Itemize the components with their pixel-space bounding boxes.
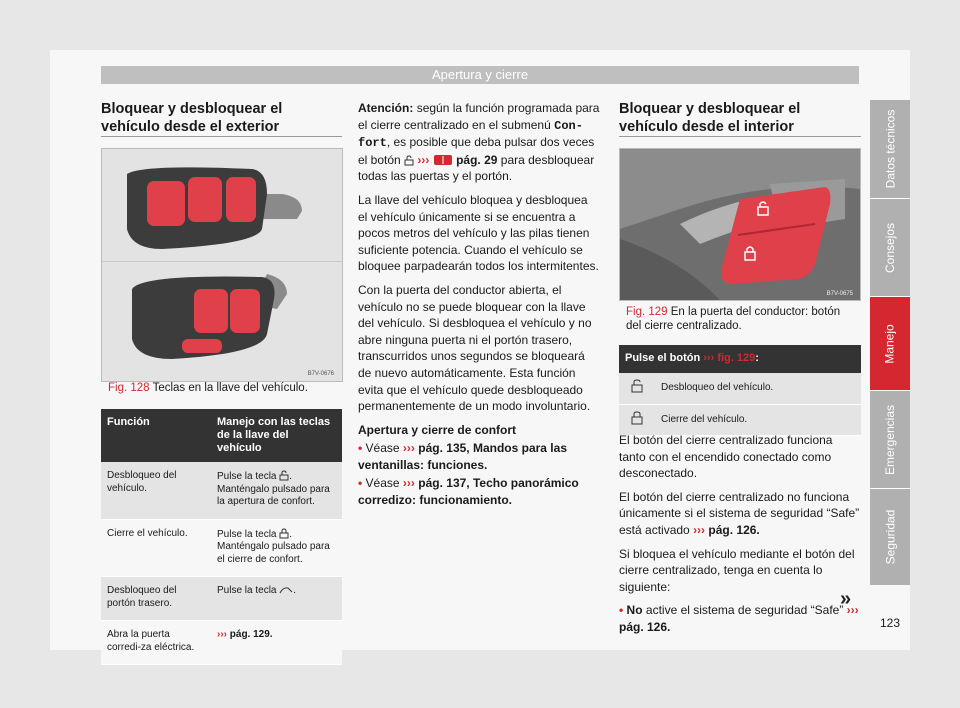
middle-column (358, 100, 600, 516)
table-cell: Abra la puerta corredi-za eléctrica. (101, 621, 211, 665)
bullet-item (619, 602, 861, 635)
page-number: 123 (879, 616, 901, 630)
text-span: , es posible que deba pulsar dos veces el botón (358, 135, 595, 167)
cell-text: . (293, 585, 297, 596)
running-header: Apertura y cierre (101, 66, 859, 84)
text-span: Véase (365, 476, 400, 491)
heading-rule (101, 136, 342, 137)
table-cell (619, 373, 655, 404)
page-ref-link[interactable]: pág. 126. (708, 522, 760, 537)
tab-emergencias[interactable] (870, 390, 910, 489)
text-span: Véase (365, 441, 400, 456)
lock-icon (630, 411, 644, 425)
table-row (101, 462, 342, 519)
trunk-icon (279, 586, 293, 595)
key-figure (101, 148, 343, 382)
bullet-dot: • (358, 441, 363, 456)
text-span: para desbloquear todas las puertas y el portón. (358, 152, 595, 184)
bullet-dot: • (358, 476, 363, 491)
key-illustration (102, 149, 342, 381)
table-header (619, 345, 861, 373)
text-span: según la función programada para el cierre centralizado en el submenú (358, 101, 600, 132)
table-header-function: Función (101, 409, 211, 462)
tab-label: Consejos (883, 222, 897, 274)
paragraph-driver-door: Con la puerta del conductor abierta, el vehículo no se puede bloquear con la llave del vehículo. Si desbloquea el vehículo y no abre ninguna puerta ni el portón trasero, transcurridos unos segundos se bloqueará de nuevo automáticamente. Esta función evita que el vehículo quede desbloqueado permanentemente de un modo involuntario. (358, 282, 592, 414)
left-column (101, 100, 342, 136)
table-row (101, 577, 342, 621)
figure-code: B7V-0675 (826, 291, 853, 297)
attention-label: Atención: (358, 101, 414, 115)
table-row (101, 519, 342, 577)
cell-text: . Manténgalo pulsado para la apertura de confort. (217, 471, 330, 507)
table-row (619, 404, 861, 436)
page-ref-arrows: ››› (703, 352, 715, 364)
table-cell (211, 577, 342, 621)
cell-text: . Manténgalo pulsado para el cierre de confort. (217, 528, 330, 565)
unlock-icon (279, 470, 289, 481)
figure-number: Fig. 129 (626, 306, 668, 318)
figure-caption-128 (108, 381, 340, 395)
page-ref-arrows: ››› (693, 522, 706, 537)
page-ref-link[interactable]: pág. 129. (229, 629, 273, 640)
figure-caption-text: En la puerta del conductor: botón del cierre centralizado. (626, 306, 841, 332)
lock-button-table (619, 345, 861, 436)
page-ref-link[interactable]: pág. 137, Techo panorámico corredizo: funcionamiento. (358, 476, 579, 508)
header-text: : (755, 352, 759, 364)
tab-datos-tecnicos[interactable] (870, 100, 910, 198)
paragraph-attention (358, 100, 600, 185)
page-ref-arrows: ››› (217, 629, 227, 640)
table-row (619, 373, 861, 404)
cell-text: Pulse la tecla (217, 528, 277, 540)
table-cell (211, 621, 342, 665)
unlock-icon (404, 155, 414, 166)
page-ref-arrows: ››› (846, 603, 859, 618)
page-ref-link[interactable]: pág. 135, Mandos para las ventanillas: funciones. (358, 441, 567, 472)
bullet-strong: No (626, 603, 643, 618)
cell-text: Pulse la tecla (217, 585, 277, 596)
bullet-item (358, 475, 600, 508)
right-column (619, 100, 861, 136)
page-ref-link[interactable]: pág. 126. (619, 619, 671, 634)
section-heading-exterior: Bloquear y desbloquear el vehículo desde el exterior (101, 101, 283, 135)
bullet-dot: • (619, 603, 624, 618)
table-cell: Cierre del vehículo. (655, 404, 861, 436)
table-cell: Desbloqueo del vehículo. (101, 462, 211, 519)
page-ref-arrows: ››› (417, 152, 430, 167)
tab-manejo[interactable] (870, 296, 910, 391)
tab-label: Emergencias (883, 404, 897, 476)
paragraph-range: La llave del vehículo bloquea y desbloquea el vehículo únicamente si se encuentra a pocos metros del vehículo y las pilas tienen suficiente potencia. Cuando el vehículo se bloquee parpadearán todos los intermitentes. (358, 192, 599, 274)
table-header-operation: Manejo con las teclas de la llave del vehículo (211, 409, 342, 462)
figure-ref-link[interactable]: fig. 129 (717, 352, 756, 364)
table-cell: Desbloqueo del portón trasero. (101, 577, 211, 621)
page-ref-arrows: ››› (402, 441, 415, 456)
section-heading-interior: Bloquear y desbloquear el vehículo desde el interior (619, 101, 801, 135)
tab-seguridad[interactable] (870, 488, 910, 585)
lock-icon (279, 528, 289, 539)
tab-label: Datos técnicos (883, 109, 898, 189)
paragraph-ignition: El botón del cierre centralizado funciona tanto con el encendido conectado como desconectado. (619, 433, 833, 481)
book-icon (433, 153, 453, 166)
table-cell (211, 519, 342, 577)
figure-code: B7V-0676 (307, 371, 334, 377)
paragraph-safe (619, 489, 861, 539)
continue-marker: » (840, 588, 852, 610)
door-illustration (620, 149, 860, 300)
submenu-name: Con-fort (358, 118, 583, 151)
cell-text: Pulse la tecla (217, 471, 277, 482)
table-cell: Desbloqueo del vehículo. (655, 373, 861, 404)
heading-rule (619, 136, 861, 137)
unlock-icon (630, 379, 644, 393)
tab-consejos[interactable] (870, 198, 910, 297)
paragraph-lock-note: Si bloquea el vehículo mediante el botón del cierre centralizado, tenga en cuenta lo siguiente: (619, 546, 855, 594)
right-text-block (619, 432, 861, 643)
text-span: El botón del cierre centralizado no funciona únicamente si el sistema de seguridad “Safe” está activado (619, 489, 860, 537)
bullet-item (358, 440, 600, 473)
figure-caption-129 (626, 305, 858, 333)
table-cell (619, 404, 655, 436)
figure-number: Fig. 128 (108, 382, 150, 394)
subheading-text: Apertura y cierre de confort (358, 422, 517, 437)
table-cell (211, 462, 342, 519)
subheading-comfort (358, 422, 600, 439)
tab-label: Manejo (882, 324, 897, 364)
page-ref-link[interactable]: pág. 29 (456, 152, 498, 167)
tab-label: Seguridad (883, 509, 897, 565)
header-text: Pulse el botón (625, 352, 701, 364)
table-row (101, 621, 342, 665)
door-button-figure (619, 148, 861, 301)
table-cell: Cierre el vehículo. (101, 519, 211, 577)
key-functions-table (101, 409, 342, 665)
text-span: active el sistema de seguridad “Safe” (645, 603, 844, 618)
page-ref-arrows: ››› (402, 476, 415, 491)
figure-caption-text: Teclas en la llave del vehículo. (152, 382, 308, 394)
